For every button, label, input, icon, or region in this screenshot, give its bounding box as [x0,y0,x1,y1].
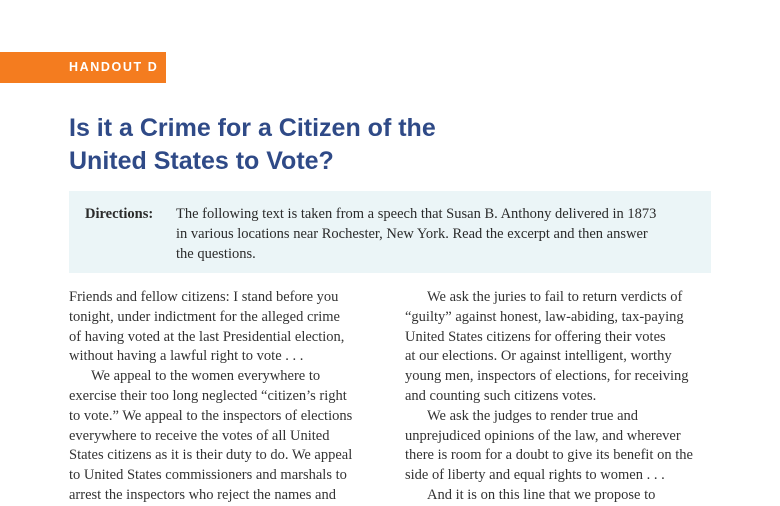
speech-paragraph [405,407,717,486]
speech-paragraph [69,288,381,367]
text-line: side of liberty and equal rights to women . . . [405,467,665,484]
text-line: young men, inspectors of elections, for receiving [405,368,689,385]
text-line: And it is on this line that we propose to [427,486,656,503]
text-line: to vote.” We appeal to the inspectors of elections [69,407,353,424]
text-line: everywhere to receive the votes of all United [69,427,330,444]
directions-text [176,204,701,264]
text-line: We ask the judges to render true and [427,407,639,424]
directions-line: in various locations near Rochester, New York. Read the excerpt and then answer [176,226,648,242]
directions-line: the questions. [176,246,256,262]
directions-box [69,191,711,273]
text-line: States citizens as it is their duty to do. We appeal [69,447,353,464]
speech-column-left [69,288,381,506]
speech-column-right [405,288,717,506]
text-line: United States citizens for offering their votes [405,328,666,345]
handout-label: HANDOUT D [0,52,166,83]
directions-line: The following text is taken from a speech that Susan B. Anthony delivered in 1873 [176,206,657,222]
text-line: We ask the juries to fail to return verdicts of [427,289,683,305]
speech-paragraph [405,288,717,407]
title-line: United States to Vote? [69,147,334,175]
text-line: at our elections. Or against intelligent, worthy [405,348,672,365]
text-line: arrest the inspectors who reject the names and [69,486,336,503]
text-line: to United States commissioners and marshals to [69,467,347,484]
text-line: unprejudiced opinions of the law, and wherever [405,427,681,444]
page-title [69,112,589,178]
text-line: without having a lawful right to vote . . . [69,348,304,365]
directions-label: Directions: [85,206,154,222]
text-line: exercise their too long neglected “citizen’s right [69,387,347,404]
text-line: tonight, under indictment for the alleged crime [69,308,340,325]
text-line: of having voted at the last Presidential election, [69,328,345,345]
text-line: there is room for a doubt to give its benefit on the [405,447,693,464]
text-line: and counting such citizens votes. [405,387,597,404]
text-line: We appeal to the women everywhere to [91,368,321,385]
text-line: “guilty” against honest, law-abiding, tax-paying [405,308,684,325]
title-line: Is it a Crime for a Citizen of the [69,114,436,142]
speech-paragraph [69,367,381,506]
text-line: Friends and fellow citizens: I stand before you [69,289,339,305]
speech-paragraph [405,486,717,506]
